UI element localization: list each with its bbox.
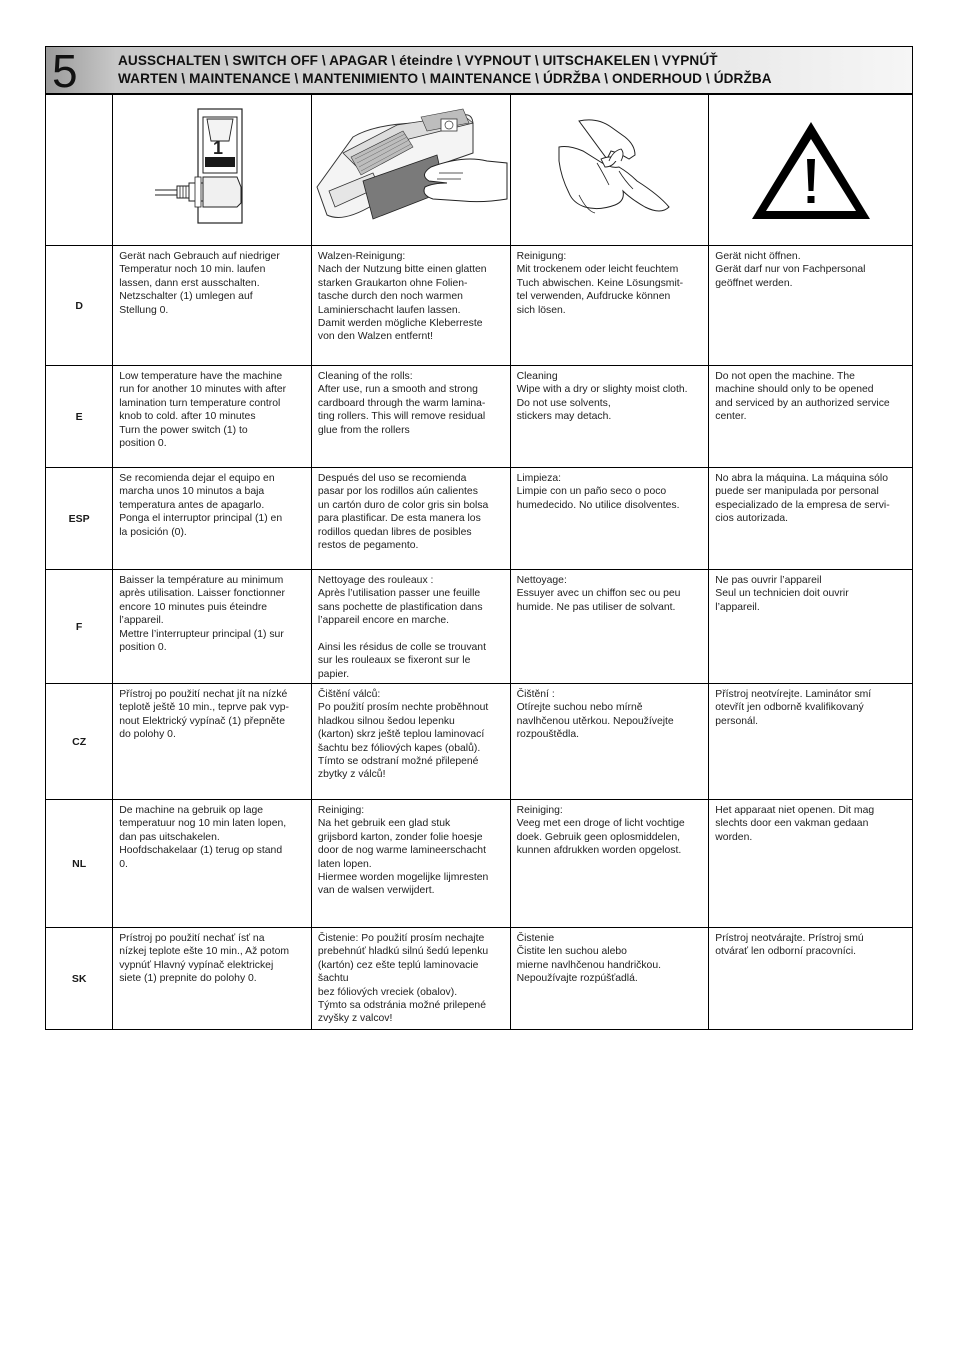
cell-cleaning: Čistenie Čistite len suchou alebo mierne navlhčenou handričkou. Nepoužívajte rozpúšťadlá. — [510, 928, 709, 1030]
cloth-wipe-icon — [539, 115, 679, 225]
cell-roller-cleaning: Walzen-Reinigung: Nach der Nutzung bitte einen glatten starken Graukarton ohne Folien- tasche durch den noch warmen Laminierschacht laufen lassen. Damit werden mögliche Kleberreste von den Walzen entfernt! — [311, 246, 510, 366]
language-code: E — [46, 366, 113, 468]
cell-warning: Het apparaat niet openen. Dit mag slechts door een vakman gedaan worden. — [709, 800, 913, 928]
row-f — [46, 570, 913, 684]
language-code: ESP — [46, 468, 113, 570]
power-switch-icon — [137, 95, 287, 241]
instruction-table — [45, 94, 913, 1030]
row-sk — [46, 928, 913, 1030]
cell-cleaning: Limpieza: Limpie con un paño seco o poco humedecido. No utilice disolventes. — [510, 468, 709, 570]
cell-cleaning: Čištění : Otírejte suchou nebo mírně navlhčenou utěrkou. Nepoužívejte rozpouštědla. — [510, 684, 709, 800]
cell-switch-off: Přístroj po použití nechat jít na nízké teplotě ještě 10 min., teprve pak vyp- nout Elektrický vypínač (1) přepněte do polohy 0. — [113, 684, 312, 800]
cell-cleaning: Cleaning Wipe with a dry or slighty moist cloth. Do not use solvents, stickers may detach. — [510, 366, 709, 468]
cell-roller-cleaning: Cleaning of the rolls: After use, run a smooth and strong cardboard through the warm lamina- ting rollers. This will remove residual glue from the rollers — [311, 366, 510, 468]
laminator-cleaning-icon — [313, 95, 509, 243]
cell-switch-off: Baisser la température au minimum après utilisation. Laisser fonctionner encore 10 minutes puis éteindre l’appareil. Mettre l’interrupteur principal (1) sur position 0. — [113, 570, 312, 684]
cell-switch-off: Prístroj po použití nechať ísť na nízkej teplote ešte 10 min., Až potom vypnúť Hlavný vypínač elektrickej siete (1) prepnite do polohy 0. — [113, 928, 312, 1030]
cell-warning: Přístroj neotvírejte. Laminátor smí otevřít jen odborně kvalifikovaný personál. — [709, 684, 913, 800]
language-code: F — [46, 570, 113, 684]
cell-roller-cleaning: Reiniging: Na het gebruik een glad stuk grijsbord karton, zonder folie hoesje door de nog warme lamineerschacht laten lopen. Hiermee worden mogelijke lijmresten van de walsen verwijdert. — [311, 800, 510, 928]
cell-warning: Ne pas ouvrir l’appareil Seul un technicien doit ouvrir l’appareil. — [709, 570, 913, 684]
warning-triangle-icon — [749, 119, 873, 223]
cell-roller-cleaning: Čistenie: Po použití prosím nechajte prebehnúť hladkú silnú šedú lepenku (kartón) cez ešte teplú laminovacie šachtu bez fóliových vreciek (obalov). Týmto sa odstránia možné prilepené zvyšky z valcov! — [311, 928, 510, 1030]
cell-roller-cleaning: Nettoyage des rouleaux : Après l’utilisation passer une feuille sans pochette de plastification dans l’appareil encore en marche. Ainsi les résidus de colle se trouvant sur les rouleaux se fixeront sur le papier. — [311, 570, 510, 684]
cell-warning: Do not open the machine. The machine should only to be opened and serviced by an authorized service center. — [709, 366, 913, 468]
language-code: SK — [46, 928, 113, 1030]
illustration-warning — [709, 95, 913, 246]
row-e — [46, 366, 913, 468]
cell-switch-off: Se recomienda dejar el equipo en marcha unos 10 minutos a baja temperatura antes de apagarlo. Ponga el interruptor principal (1) en la posición (0). — [113, 468, 312, 570]
cell-warning: No abra la máquina. La máquina sólo puede ser manipulada por personal especializado de la empresa de servi- cios autorizada. — [709, 468, 913, 570]
illustration-empty-cell — [46, 95, 113, 246]
illustration-cloth — [510, 95, 709, 246]
cell-switch-off: Gerät nach Gebrauch auf niedriger Temperatur noch 10 min. laufen lassen, dann erst ausschalten. Netzschalter (1) umlegen auf Stellung 0. — [113, 246, 312, 366]
row-cz — [46, 684, 913, 800]
language-code: D — [46, 246, 113, 366]
cell-roller-cleaning: Čištění válců: Po použití prosím nechte proběhnout hladkou silnou šedou lepenku (karton) skrz ještě teplou laminovací šachtu bez fóliových kapes (obalů). Tímto se odstraní možné přilepené zbytky z válců! — [311, 684, 510, 800]
switch-number-label: 1 — [213, 138, 224, 158]
illustration-row — [46, 95, 913, 246]
language-code: NL — [46, 800, 113, 928]
cell-warning: Gerät nicht öffnen. Gerät darf nur von Fachpersonal geöffnet werden. — [709, 246, 913, 366]
cell-cleaning: Reinigung: Mit trockenem oder leicht feuchtem Tuch abwischen. Keine Lösungsmit- tel verwenden, Aufdrucke können sich lösen. — [510, 246, 709, 366]
cell-switch-off: Low temperature have the machine run for another 10 minutes with after lamination turn temperature control knob to cold. after 10 minutes Turn the power switch (1) to position 0. — [113, 366, 312, 468]
row-d — [46, 246, 913, 366]
cell-cleaning: Reiniging: Veeg met een droge of licht vochtige doek. Gebruik geen oplosmiddelen, kunnen afdrukken worden opgelost. — [510, 800, 709, 928]
cell-roller-cleaning: Después del uso se recomienda pasar por los rodillos aún calientes un cartón duro de color gris sin bolsa para plastificar. De esta manera los rodillos quedan libres de posibles restos de pegamento. — [311, 468, 510, 570]
section-title-line-2: WARTEN \ MAINTENANCE \ MANTENIMIENTO \ MAINTENANCE \ ÚDRŽBA \ ONDERHOUD \ ÚDRŽBA — [118, 71, 772, 86]
cell-cleaning: Nettoyage: Essuyer avec un chiffon sec ou peu humide. Ne pas utiliser de solvant. — [510, 570, 709, 684]
maintenance-sheet — [45, 46, 913, 1030]
cell-switch-off: De machine na gebruik op lage temperatuur nog 10 min laten lopen, dan pas uitschakelen. Hoofdschakelaar (1) terug op stand 0. — [113, 800, 312, 928]
illustration-power-switch — [113, 95, 312, 246]
row-nl — [46, 800, 913, 928]
row-esp — [46, 468, 913, 570]
section-header — [45, 45, 913, 97]
language-code: CZ — [46, 684, 113, 800]
section-title-line-1: AUSSCHALTEN \ SWITCH OFF \ APAGAR \ éteindre \ VYPNOUT \ UITSCHAKELEN \ VYPNÚŤ — [118, 53, 718, 68]
illustration-laminator — [311, 95, 510, 246]
cell-warning: Prístroj neotvárajte. Prístroj smú otvárať len odborní pracovníci. — [709, 928, 913, 1030]
section-number: 5 — [52, 45, 78, 97]
